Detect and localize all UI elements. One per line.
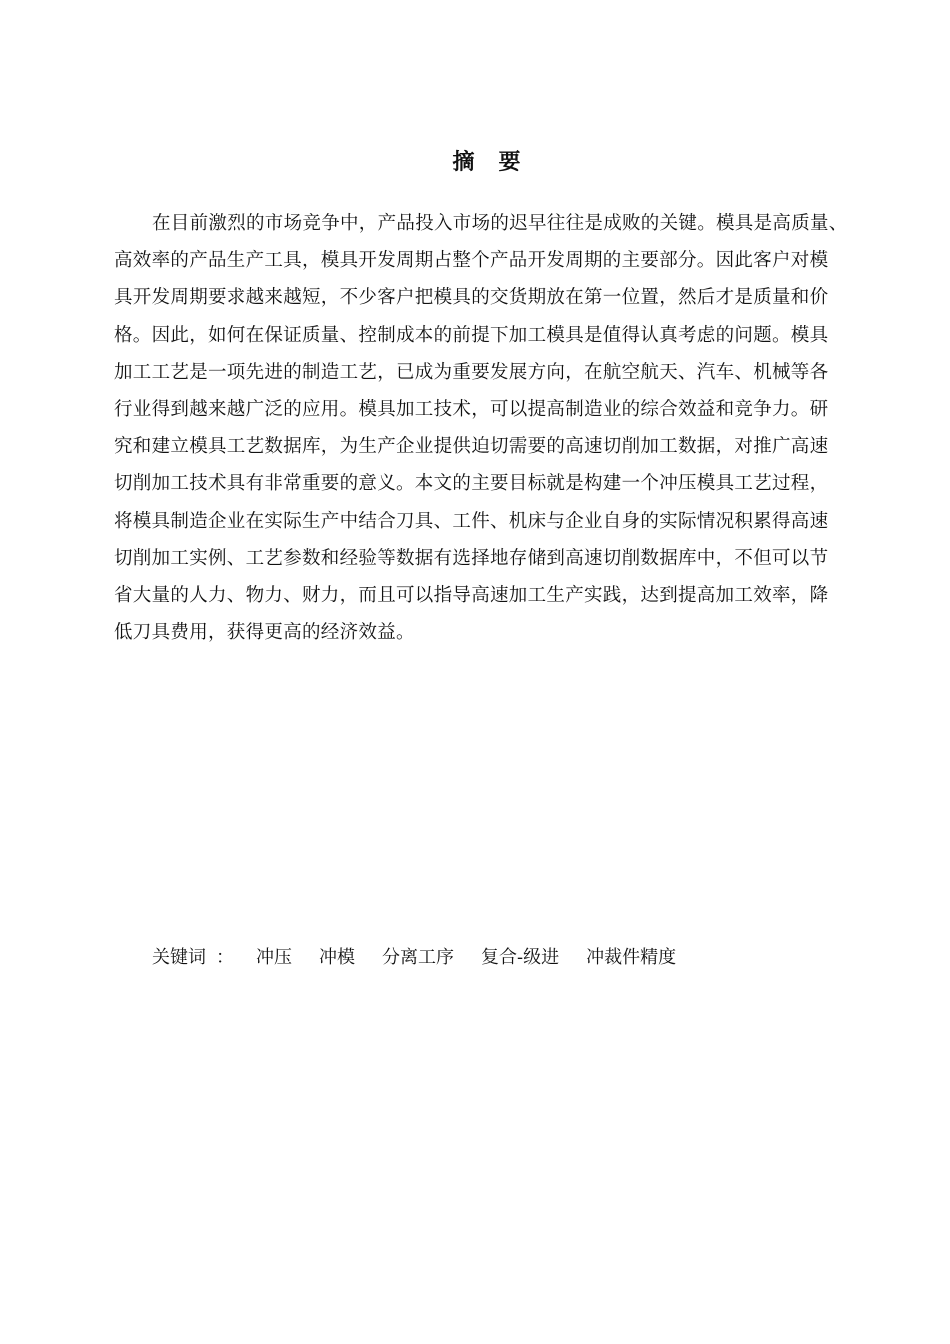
- abstract-title: [0, 146, 950, 180]
- abstract-title-char-1: 摘: [452, 150, 477, 175]
- document-page: 摘 要 在目前激烈的市场竞争中，产品投入市场的迟早往往是成败的关键。模具是高质量、 高效率的产品生产工具，模具开发周期占整个产品开发周期的主要部分。因此客户对模 具开发周期要求越来越短，不少客户把模具的交货期放在第一位置，然后才是质量和价 格。因此，如何在保证质量、控制成本的前提下加工模具是值得认真考虑的问题。模具 加工工艺是一项先进的制造工艺，已成为重要发展方向，在航空航天、汽车、机械等各 行业得到越来越广泛的应用。模具加工技术，可以提高制造业的综合效益和竞争力。研 究和建立模具工艺数据库，为生产企业提供迫切需要的高速切削加工数据，对推广高速 切削加工技术具有非常重要的意义。本文的主要目标就是构建一个冲压模具工艺过程， 将模具制造企业在实际生产中结合刀具、工件、机床与企业自身的实际情况积累得高速 切削加工实例、工艺参数和经验等数据有选择地存储到高速切削数据库中，不但可以节 省大量的人力、物力、财力，而且可以指导高速加工生产实践，达到提高加工效率，降 低刀具费用，获得更高的经济效益。 关键词 ： 冲压 冲模 分离工序 复合-级进 冲裁件精度: [0, 0, 950, 1344]
- keyword-item: 冲模: [319, 947, 355, 968]
- keyword-item: 冲压: [256, 947, 292, 968]
- abstract-title-char-2: 要: [498, 150, 523, 175]
- keyword-item: 分离工序: [382, 947, 454, 968]
- keywords-separator: ：: [216, 947, 234, 968]
- abstract-line: 在目前激烈的市场竞争中，产品投入市场的迟早往往是成败的关键。模具是高质量、: [152, 213, 848, 234]
- keyword-item: 复合-级进: [481, 947, 560, 968]
- keyword-item: 冲裁件精度: [586, 947, 677, 968]
- keywords-row: [152, 942, 703, 974]
- keywords-label: 关键词: [152, 947, 206, 968]
